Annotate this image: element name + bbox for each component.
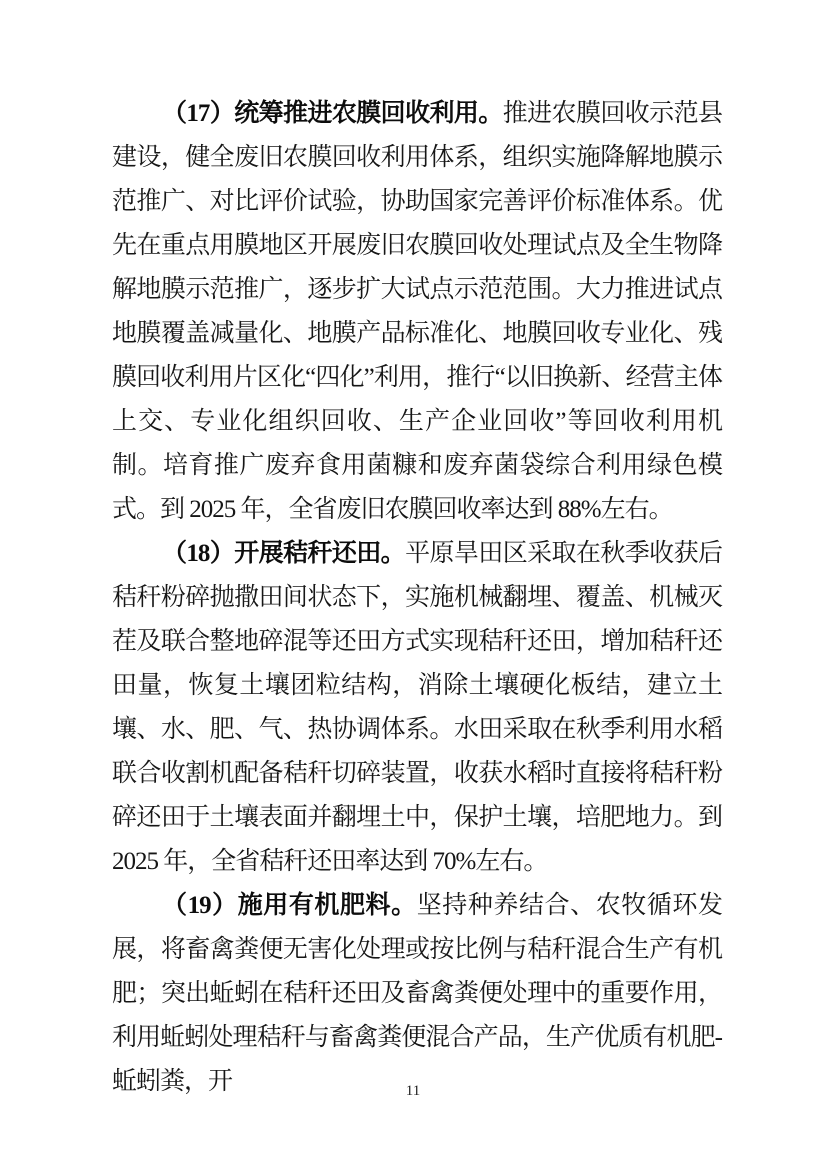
page-number: 11 bbox=[405, 1083, 421, 1099]
paragraph-17-body: 推进农膜回收示范县建设，健全废旧农膜回收利用体系，组织实施降解地膜示范推广、对比评价试验，协助国家完善评价标准体系。优先在重点用膜地区开展废旧农膜回收处理试点及全生物降解地膜示范推广，逐步扩大试点示范范围。大力推进试点地膜覆盖减量化、地膜产品标准化、地膜回收专业化、残膜回收利用片区化“四化”利用，推行“以旧换新、经营主体上交、专业化组织回收、生产企业回收”等回收利用机制。培育推广废弃食用菌糠和废弃菌袋综合利用绿色模式。到 2025 年，全省废旧农膜回收率达到 88%左右。 bbox=[112, 100, 722, 523]
paragraph-18-body: 平原旱田区采取在秋季收获后秸秆粉碎抛撒田间状态下，实施机械翻埋、覆盖、机械灭茬及联合整地碎混等还田方式实现秸秆还田，增加秸秆还田量，恢复土壤团粒结构，消除土壤硬化板结，建立土壤、水、肥、气、热协调体系。水田采取在秋季利用水稻联合收割机配备秸秆切碎装置，收获水稻时直接将秸秆粉碎还田于土壤表面并翻埋土中，保护土壤，培肥地力。到 2025 年，全省秸秆还田率达到 70%左右。 bbox=[112, 540, 722, 875]
paragraph-19-body: 坚持种养结合、农牧循环发展，将畜禽粪便无害化处理或按比例与秸秆混合生产有机肥；突出蚯蚓在秸秆还田及畜禽粪便处理中的重要作用，利用蚯蚓处理秸秆与畜禽粪便混合产品，生产优质有机肥-蚯蚓粪，开 bbox=[112, 892, 722, 1095]
paragraph-19-heading: （19）施用有机肥料。 bbox=[162, 892, 417, 919]
paragraph-18 bbox=[112, 532, 722, 884]
paragraph-19 bbox=[112, 884, 722, 1104]
document-text-block bbox=[112, 92, 722, 1104]
paragraph-17-heading: （17）统筹推进农膜回收利用。 bbox=[162, 100, 503, 127]
paragraph-17 bbox=[112, 92, 722, 532]
paragraph-18-heading: （18）开展秸秆还田。 bbox=[162, 540, 406, 567]
